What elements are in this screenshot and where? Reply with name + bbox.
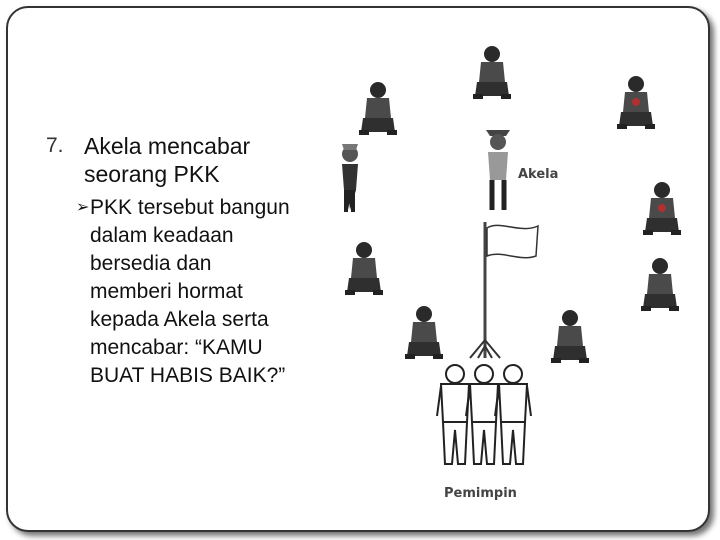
bullet-item	[76, 194, 316, 390]
scout-figure	[345, 242, 383, 295]
scout-figure	[643, 182, 681, 235]
slide-text	[46, 132, 316, 390]
scout-figure	[405, 306, 443, 359]
leader-figure	[466, 365, 502, 464]
flagpole	[470, 222, 538, 358]
ceremony-illustration	[320, 40, 690, 510]
numbered-item	[46, 132, 316, 188]
leader-figure	[495, 365, 531, 464]
scout-figure	[617, 76, 655, 129]
scout-figure	[551, 310, 589, 363]
scout-figure	[473, 46, 511, 99]
label-pemimpin: Pemimpin	[444, 486, 517, 501]
leader-figure	[437, 365, 473, 464]
scout-figure	[641, 258, 679, 311]
standing-scout	[342, 144, 358, 212]
arrow-bullet-icon: ➢	[76, 199, 90, 216]
bullet-text: PKK tersebut bangun dalam keadaan bersedia dan memberi hormat kepada Akela serta mencabar: “KAMU BUAT HABIS BAIK?”	[90, 196, 290, 387]
scout-figure	[359, 82, 397, 135]
akela-figure	[486, 130, 510, 210]
label-akela: Akela	[518, 167, 559, 182]
item-number: 7.	[46, 134, 64, 157]
item-text: Akela mencabar seorang PKK	[84, 133, 251, 187]
